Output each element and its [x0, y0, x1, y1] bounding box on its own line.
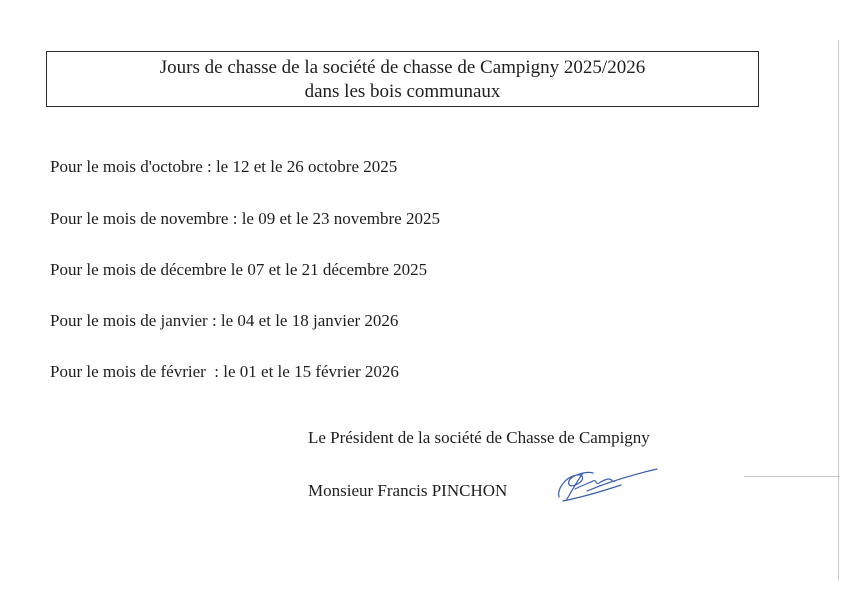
scan-edge-line [838, 40, 839, 580]
scan-artifact-line [744, 476, 840, 477]
president-name: Monsieur Francis PINCHON [308, 481, 508, 500]
schedule-line-november: Pour le mois de novembre : le 09 et le 23 novembre 2025 [50, 209, 440, 228]
title-box [46, 51, 759, 107]
schedule-line-december: Pour le mois de décembre le 07 et le 21 décembre 2025 [50, 260, 428, 279]
handwritten-signature [553, 463, 663, 507]
president-title: Le Président de la société de Chasse de Campigny [308, 428, 650, 447]
schedule-line-october: Pour le mois d'octobre : le 12 et le 26 octobre 2025 [50, 157, 398, 176]
document-subtitle: dans les bois communaux [304, 81, 501, 102]
schedule-line-january: Pour le mois de janvier : le 04 et le 18 janvier 2026 [50, 311, 399, 330]
document-title: Jours de chasse de la société de chasse de Campigny 2025/2026 [159, 57, 646, 78]
schedule-line-february: Pour le mois de février : le 01 et le 15 février 2026 [50, 362, 399, 381]
